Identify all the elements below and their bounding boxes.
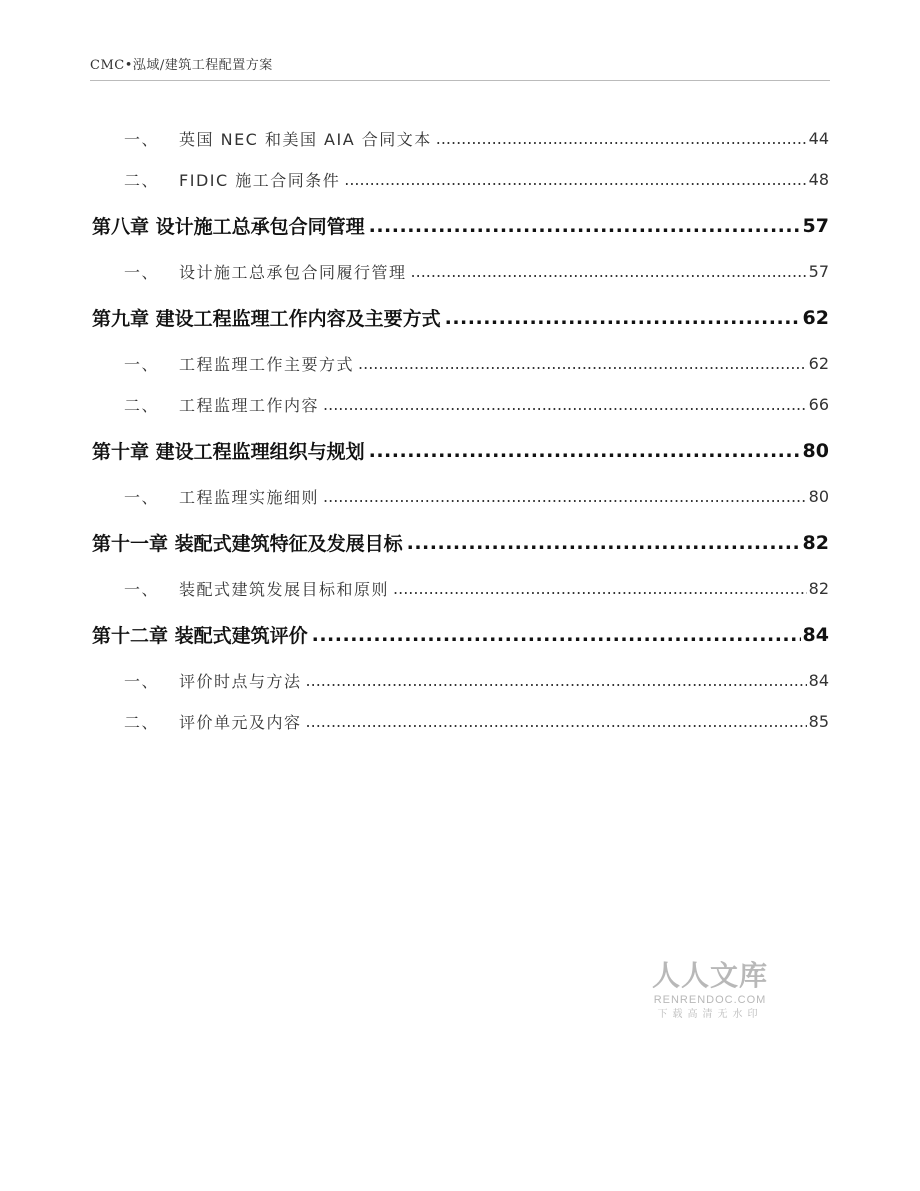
toc-page-number: 85	[808, 712, 829, 731]
toc-section-entry[interactable]	[92, 384, 829, 425]
toc-page-number: 62	[808, 354, 829, 373]
toc-section-entry[interactable]	[92, 660, 829, 701]
toc-section-entry[interactable]	[92, 251, 829, 292]
toc-dot-leader	[358, 354, 807, 373]
toc-page-number: 44	[808, 129, 829, 148]
header-divider	[90, 80, 830, 81]
toc-page-number: 80	[802, 439, 829, 462]
toc-chapter-entry[interactable]	[92, 292, 829, 343]
toc-entry-title: 设计施工总承包合同履行管理	[179, 263, 407, 282]
toc-entry-number: 一、	[124, 672, 160, 691]
watermark-title: 人人文库	[651, 959, 768, 992]
toc-entry-title: FIDIC 施工合同条件	[179, 171, 341, 190]
toc-entry-number: 一、	[124, 263, 160, 282]
toc-dot-leader	[312, 624, 801, 646]
toc-entry-title: 工程监理工作主要方式	[179, 355, 355, 374]
toc-entry-title: 第十一章 装配式建筑特征及发展目标	[92, 533, 403, 555]
toc-page-number: 84	[802, 623, 829, 646]
toc-entry-title: 第八章 设计施工总承包合同管理	[92, 216, 365, 238]
toc-dot-leader	[445, 307, 801, 329]
toc-entry-title: 装配式建筑发展目标和原则	[179, 580, 390, 599]
toc-entry-title: 工程监理实施细则	[179, 488, 320, 507]
toc-dot-leader	[436, 129, 807, 148]
toc-page-number: 80	[808, 487, 829, 506]
toc-section-entry[interactable]	[92, 159, 829, 200]
toc-section-entry[interactable]	[92, 701, 829, 742]
toc-entry-title: 评价单元及内容	[179, 713, 302, 732]
toc-entry-title: 第十章 建设工程监理组织与规划	[92, 441, 365, 463]
toc-entry-title: 评价时点与方法	[179, 672, 302, 691]
toc-page-number: 82	[808, 579, 829, 598]
toc-section-entry[interactable]	[92, 568, 829, 609]
watermark-domain: RENRENDOC.COM	[653, 994, 767, 1006]
toc-page-number: 84	[808, 671, 829, 690]
toc-page-number: 48	[808, 170, 829, 189]
toc-entry-title: 第十二章 装配式建筑评价	[92, 625, 308, 647]
watermark-logo	[648, 960, 772, 1022]
toc-chapter-entry[interactable]	[92, 517, 829, 568]
toc-dot-leader	[393, 579, 807, 598]
toc-dot-leader	[306, 712, 807, 731]
toc-entry-title: 工程监理工作内容	[179, 396, 320, 415]
toc-entry-number: 一、	[124, 355, 160, 374]
toc-chapter-entry[interactable]	[92, 609, 829, 660]
toc-chapter-entry[interactable]	[92, 425, 829, 476]
toc-entry-number: 二、	[124, 171, 160, 190]
toc-entry-title: 英国 NEC 和美国 AIA 合同文本	[179, 130, 432, 149]
toc-dot-leader	[344, 170, 806, 189]
toc-page-number: 62	[802, 306, 829, 329]
toc-entry-number: 一、	[124, 488, 160, 507]
toc-page-number: 82	[802, 531, 829, 554]
toc-dot-leader	[369, 440, 801, 462]
toc-dot-leader	[369, 215, 801, 237]
toc-chapter-entry[interactable]	[92, 200, 829, 251]
watermark-slogan: 下载高清无水印	[657, 1009, 763, 1020]
toc-section-entry[interactable]	[92, 476, 829, 517]
toc-dot-leader	[407, 532, 801, 554]
toc-section-entry[interactable]	[92, 118, 829, 159]
toc-page-number: 57	[802, 214, 829, 237]
toc-entry-number: 二、	[124, 713, 160, 732]
toc-entry-number: 一、	[124, 130, 160, 149]
table-of-contents	[92, 118, 829, 742]
toc-dot-leader	[323, 487, 807, 506]
toc-page-number: 66	[808, 395, 829, 414]
toc-entry-number: 二、	[124, 396, 160, 415]
toc-dot-leader	[306, 671, 807, 690]
page-header: CMC•泓域/建筑工程配置方案	[90, 58, 273, 73]
toc-entry-number: 一、	[124, 580, 160, 599]
toc-dot-leader	[411, 262, 807, 281]
toc-page-number: 57	[808, 262, 829, 281]
toc-entry-title: 第九章 建设工程监理工作内容及主要方式	[92, 308, 441, 330]
toc-dot-leader	[323, 395, 807, 414]
toc-section-entry[interactable]	[92, 343, 829, 384]
